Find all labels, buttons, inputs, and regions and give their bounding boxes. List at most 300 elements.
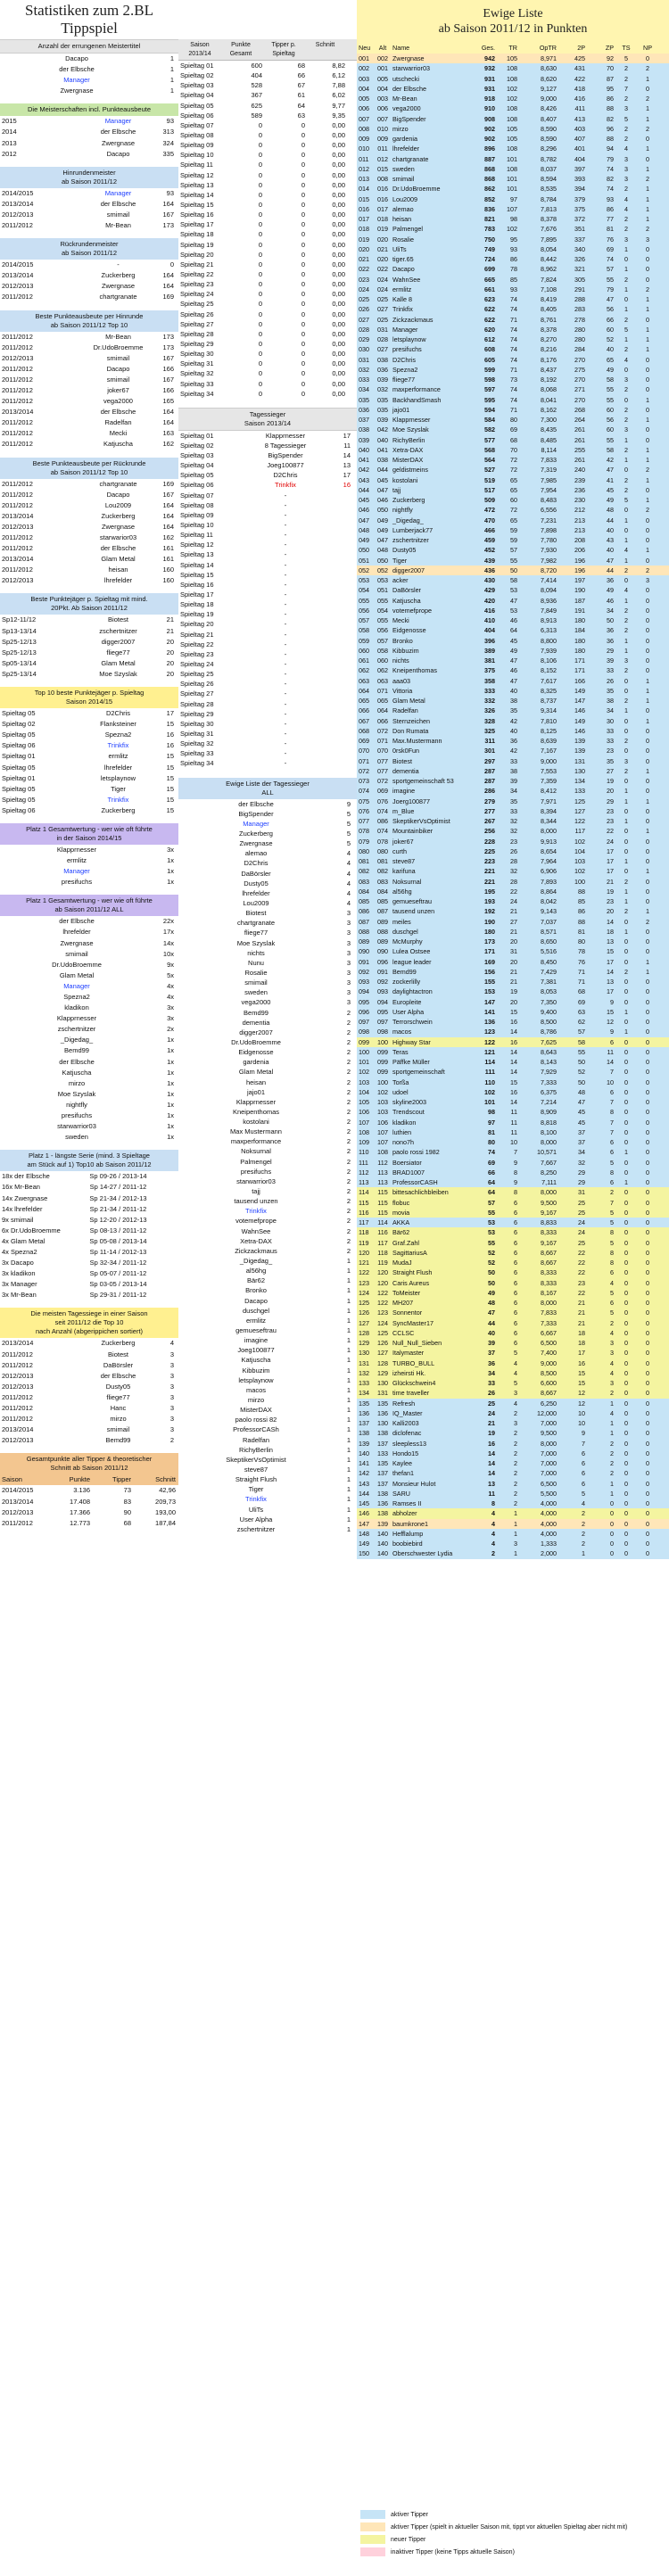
gesamt-head (0, 1474, 178, 1485)
stat-row (0, 385, 178, 396)
spieltag-row (178, 349, 357, 359)
ewige-row (357, 1508, 669, 1518)
ewige-cell: 8,167 (541, 1288, 557, 1297)
ewige-cell: 931 (484, 84, 495, 93)
spieltag-cell: 0 (258, 151, 262, 160)
spieltag-cell: 625 (251, 101, 262, 110)
ewige-cell: skyline2003 (392, 1098, 426, 1106)
stat-value: 1x (167, 1036, 174, 1044)
ewige-cell: 4 (624, 355, 628, 364)
tages-row (178, 540, 357, 549)
stat-name: Glam Metal (101, 555, 136, 564)
ewige-cell: 4 (610, 1368, 614, 1377)
tages-label: Bär62 (246, 1276, 265, 1285)
ewige-cell: 2,000 (541, 1549, 557, 1558)
ewige-cell: 69 (488, 1158, 495, 1167)
ewige-cell: 0 (646, 877, 649, 886)
ewige-cell: 082 (359, 867, 369, 876)
tages-value (332, 619, 353, 629)
ewige-cell: 192 (484, 907, 495, 916)
ewige-cell: 4 (624, 586, 628, 595)
ewige-row (357, 1097, 669, 1107)
ewige-row (357, 1388, 669, 1398)
ewige-cell: 0 (646, 1439, 649, 1448)
ewige-cell: 184 (574, 626, 585, 635)
ewige-cell: 4 (624, 204, 628, 213)
ewige-cell: 0 (624, 686, 628, 695)
ewige-cell: Torßa (392, 1077, 409, 1086)
ewige-cell: 836 (484, 204, 495, 213)
ewige-cell: 65 (510, 485, 517, 494)
tages-value (332, 510, 353, 520)
block-header (0, 39, 178, 54)
ewige-cell: 039 (359, 435, 369, 444)
stat-name: Sp 21-34 / 2012-13 (89, 1193, 147, 1202)
stat-row (0, 75, 178, 86)
ewige-cell: 8,041 (541, 395, 557, 404)
tages-row (178, 1236, 357, 1246)
ewige-cell: 0 (624, 1479, 628, 1488)
ewige-cell: 261 (574, 425, 585, 434)
stat-name: smimail (106, 375, 130, 384)
ewige-cell: 105 (359, 1098, 369, 1106)
ewige-cell: 5 (624, 496, 628, 504)
ewige-cell: 71 (578, 967, 585, 976)
tages-label: maxperformance (230, 1137, 282, 1146)
ewige-cell: 25 (578, 1198, 585, 1207)
ewige-cell: 74 (607, 164, 614, 173)
ewige-row (357, 264, 669, 274)
ewige-cell: Trinkfix (392, 305, 413, 314)
ewige-cell: 056 (377, 626, 388, 635)
ewige-cell: 003 (359, 74, 369, 83)
block-header-line: Die meisten Tagessiege in einer Saison (30, 1309, 148, 1318)
tages-label: Spieltag 10 (180, 521, 214, 530)
ewige-cell: 7,553 (541, 766, 557, 775)
ewige-cell: 1 (610, 1419, 614, 1427)
stat-row (0, 64, 178, 75)
ewige-cell: ProfessorCASH (392, 1178, 438, 1186)
gesamt-head-cell: Saison (2, 1475, 22, 1484)
ewige-row (357, 1177, 669, 1187)
ewige-row (357, 906, 669, 916)
ewige-cell: 1,333 (541, 1540, 557, 1548)
ewige-cell: 17 (578, 1349, 585, 1358)
stat-row (0, 554, 178, 565)
ewige-cell: 1 (646, 907, 649, 916)
ewige-cell: 910 (484, 104, 495, 113)
ewige-cell: 0 (646, 1389, 649, 1398)
ewige-cell: 0 (610, 1549, 614, 1558)
block-header (178, 408, 357, 431)
tages-value (332, 739, 353, 748)
ewige-cell: league leader (392, 957, 432, 966)
ewige-cell: 026 (359, 305, 369, 314)
spieltag-cell: 0,00 (332, 379, 345, 388)
ewige-cell: imagine (392, 787, 416, 796)
ewige-cell: 115 (377, 1188, 388, 1197)
ewige-cell: 187 (574, 596, 585, 605)
stat-label: 2015 (2, 117, 17, 126)
ewige-cell: 7,810 (541, 716, 557, 725)
tages-row (178, 739, 357, 748)
spieltag-cell: 0 (258, 260, 262, 268)
ewige-cell: 0 (646, 1138, 649, 1146)
tages-row (178, 1415, 357, 1424)
tages-value: 2 (346, 1097, 351, 1106)
ewige-cell: 8,450 (541, 957, 557, 966)
ewige-cell: 275 (574, 365, 585, 374)
ewige-cell: Mountainbiker (392, 827, 434, 836)
ewige-cell: 393 (574, 175, 585, 183)
spieltag-cell: 0 (258, 250, 262, 259)
ewige-cell: 1 (582, 1549, 585, 1558)
tages-label: Spieltag 07 (180, 491, 214, 500)
ewige-cell: 74 (488, 1148, 495, 1157)
ewige-cell: 090 (377, 947, 388, 956)
ewige-cell: 7,000 (541, 1449, 557, 1457)
ewige-cell: Vittoria (392, 686, 413, 695)
ewige-cell: 121 (359, 1259, 369, 1267)
ewige-cell: 132 (359, 1368, 369, 1377)
ewige-cell: 095 (377, 1007, 388, 1016)
tages-value: 1 (346, 1475, 351, 1484)
ewige-cell: 0 (624, 867, 628, 876)
tages-row (178, 1087, 357, 1097)
ewige-cell: 2 (514, 1408, 517, 1417)
ewige-cell: 018 (359, 225, 369, 234)
stat-value: 1 (169, 65, 174, 74)
ewige-cell: 0 (624, 506, 628, 515)
spieltag-cell: 0 (301, 190, 305, 199)
tages-label: ProfessorCASh (233, 1425, 279, 1434)
ewige-cell: 080 (359, 846, 369, 855)
tages-row (178, 630, 357, 640)
tages-name: - (284, 699, 287, 708)
stat-value: 4 (169, 1339, 174, 1348)
stat-row (0, 938, 178, 949)
ewige-row (357, 485, 669, 495)
ewige-cell: 8,296 (541, 144, 557, 153)
ewige-cell: Caris Aureus (392, 1278, 430, 1287)
ewige-cell: 7,000 (541, 1459, 557, 1467)
ewige-cell: 47 (510, 676, 517, 685)
tages-label: macos (245, 1385, 267, 1394)
block-header-line: Beste Punkteausbeute per Hinrunde (35, 311, 144, 320)
ewige-cell: 003 (377, 95, 388, 103)
ewige-cell: 81 (488, 1127, 495, 1136)
stat-label: Sp25-12/13 (2, 648, 37, 656)
ewige-cell: 7 (610, 1127, 614, 1136)
stat-value: 164 (162, 500, 174, 509)
ewige-cell: 2 (610, 1439, 614, 1448)
ewige-row (357, 285, 669, 294)
tages-label: digger2007 (239, 1028, 273, 1036)
tages-value (332, 500, 353, 510)
ewige-cell: 099 (377, 1047, 388, 1056)
ewige-cell: 038 (377, 456, 388, 464)
ewige-cell: 527 (484, 466, 495, 475)
ewige-row (357, 84, 669, 94)
stat-label: 2012/2013 (2, 210, 34, 219)
legend (357, 2508, 669, 2558)
ewige-cell: 036 (377, 365, 388, 374)
tages-name: - (284, 500, 287, 509)
ewige-cell: 055 (377, 596, 388, 605)
ewige-cell: 074 (377, 806, 388, 815)
ewige-cell: Oberschwester Lydia (392, 1549, 453, 1558)
tages-value (332, 491, 353, 500)
tages-label: imagine (244, 1336, 268, 1345)
stat-name: der Elbsche (100, 544, 136, 553)
tages-row (178, 938, 357, 948)
spieltag-cell: Spieltag 12 (180, 170, 214, 179)
ewige-cell: 130 (574, 766, 585, 775)
stat-value: 167 (162, 210, 174, 219)
ewige-cell: 40 (488, 1328, 495, 1337)
ewige-cell: presifuchs (392, 345, 422, 354)
spieltag-cell: 0,00 (332, 300, 345, 309)
ewige-cell: 749 (484, 244, 495, 253)
ewige-cell: mirzo (392, 124, 409, 133)
ewige-cell: 228 (484, 837, 495, 846)
ewige-cell: 23 (607, 747, 614, 755)
stat-name: Sp 11-14 / 2012-13 (89, 1247, 147, 1256)
spieltag-cell: 0 (258, 310, 262, 318)
stat-row (0, 751, 178, 762)
tages-value (332, 709, 353, 719)
left-column (0, 0, 178, 1536)
ewige-cell: 089 (377, 917, 388, 926)
spieltag-cell: 0,00 (332, 260, 345, 268)
ewige-cell: gardenia (392, 135, 417, 143)
ewige-cell: 125 (377, 1328, 388, 1337)
ewige-row (357, 1137, 669, 1147)
ewige-cell: 34 (510, 787, 517, 796)
tages-row (178, 510, 357, 520)
ewige-cell: 7,939 (541, 646, 557, 655)
ewige-cell: 1 (624, 887, 628, 896)
ewige-cell: 4,000 (541, 1499, 557, 1507)
ewige-cell: curth (392, 846, 407, 855)
ewige-row (357, 1187, 669, 1197)
ewige-cell: 72 (510, 456, 517, 464)
ewige-cell: 59 (510, 525, 517, 534)
ewige-cell: 0 (624, 997, 628, 1006)
tages-row (178, 1256, 357, 1266)
ewige-cell: 0 (646, 606, 649, 615)
ewige-cell: 0 (624, 395, 628, 404)
ewige-cell: 141 (484, 1007, 495, 1016)
ewige-cell: 74 (607, 255, 614, 263)
ewige-cell: 006 (359, 104, 369, 113)
ewige-cell: 133 (574, 787, 585, 796)
stat-row (0, 511, 178, 522)
tages-row (178, 441, 357, 450)
ewige-cell: Hondo15 (392, 1449, 419, 1457)
ewige-cell: 19 (488, 1429, 495, 1438)
tages-row (178, 1445, 357, 1455)
ewige-cell: 37 (578, 1138, 585, 1146)
ewige-row (357, 224, 669, 234)
ewige-cell: 73 (510, 376, 517, 384)
stat-value: 1 (169, 76, 174, 85)
stat-label: 2013/2014 (2, 271, 34, 280)
stat-row (0, 1382, 178, 1392)
ewige-cell: 120 (359, 1248, 369, 1257)
ewige-cell: der Elbsche (392, 84, 426, 93)
stat-row (0, 260, 178, 270)
ewige-cell: 270 (574, 355, 585, 364)
ewige-row (357, 254, 669, 264)
spieltag-cell: 0 (258, 300, 262, 309)
spieltag-cell: Spieltag 28 (180, 329, 214, 338)
middle-column (178, 0, 357, 1534)
ewige-cell: 375 (574, 204, 585, 213)
ewige-cell: 821 (484, 215, 495, 223)
ewige-cell: 50 (488, 1278, 495, 1287)
legend-swatch (360, 2547, 385, 2556)
spieltag-cell: Spieltag 25 (180, 300, 214, 309)
ewige-cell: 0 (646, 1248, 649, 1257)
ewige-cell: 0 (624, 1328, 628, 1337)
ewige-row (357, 275, 669, 285)
tages-value: 2 (346, 1246, 351, 1255)
stat-value: 1 (169, 54, 174, 62)
ewige-cell: 1 (624, 536, 628, 544)
ewige-cell: 113 (377, 1168, 388, 1177)
ewige-cell: 14 (607, 917, 614, 926)
ewige-cell: 073 (359, 777, 369, 785)
ewige-cell: 055 (377, 616, 388, 624)
stat-value: 22x (162, 917, 174, 926)
ewige-cell: 21 (578, 1318, 585, 1327)
ewige-cell: 0 (646, 405, 649, 414)
ewige-row (357, 134, 669, 144)
spieltag-cell: 0,00 (332, 230, 345, 239)
ewige-cell: Refresh (392, 1399, 416, 1408)
stat-value: 1x (167, 1122, 174, 1131)
ewige-cell: 595 (484, 395, 495, 404)
ewige-cell: 0 (646, 1077, 649, 1086)
ewige-cell: 021 (359, 255, 369, 263)
ewige-cell: 8,333 (541, 1278, 557, 1287)
ewige-row (357, 516, 669, 525)
spieltag-cell: 6,02 (332, 91, 345, 100)
ewige-cell: 321 (574, 265, 585, 274)
ewige-cell: 39 (607, 656, 614, 665)
ewige-cell: 124 (377, 1318, 388, 1327)
ewige-cell: 120 (377, 1268, 388, 1277)
ewige-cell: 47 (510, 656, 517, 665)
ewige-cell: 057 (377, 636, 388, 645)
gesamt-row (0, 1497, 178, 1507)
tages-value: 2 (346, 1008, 351, 1017)
stat-value: 173 (162, 343, 174, 351)
ewige-cell: 066 (377, 716, 388, 725)
ewige-cell: 24 (607, 837, 614, 846)
tages-row (178, 848, 357, 858)
ewige-cell: 0 (646, 1037, 649, 1046)
ewige-cell: nightfly (392, 506, 413, 515)
ewige-cell: 60 (510, 496, 517, 504)
ewige-cell: 30 (607, 716, 614, 725)
ewige-cell: 171 (574, 666, 585, 675)
ewige-cell: 142 (359, 1469, 369, 1478)
stat-label: 2011/2012 (2, 364, 33, 373)
ewige-cell: Klapprnesser (392, 416, 431, 424)
stat-row (0, 1215, 178, 1226)
ewige-cell: Highway Star (392, 1037, 431, 1046)
tages-label: Spieltag 17 (180, 590, 214, 599)
ewige-cell: 1 (646, 325, 649, 334)
ewige-cell: 196 (574, 556, 585, 565)
block-header-line: Tagessieger (249, 409, 286, 418)
ewige-cell: 1 (646, 104, 649, 113)
ewige-cell: 0 (624, 1339, 628, 1347)
ewige-cell: 0 (646, 1419, 649, 1427)
tages-value: 2 (346, 1087, 351, 1096)
ewige-cell: 086 (377, 817, 388, 825)
ewige-row (357, 174, 669, 184)
tages-row (178, 1316, 357, 1325)
tages-value: 2 (346, 1147, 351, 1156)
legend-label: aktiver Tipper (391, 2511, 429, 2518)
ewige-row (357, 806, 669, 816)
stat-row (0, 407, 178, 417)
spieltag-cell: 0 (258, 290, 262, 299)
ewige-cell: 8,594 (541, 175, 557, 183)
ewige-cell: 46 (607, 596, 614, 605)
tages-row (178, 1355, 357, 1365)
ewige-cell: 58 (607, 445, 614, 454)
ewige-row (357, 154, 669, 164)
tages-row (178, 1057, 357, 1067)
spieltag-cell: 0 (258, 240, 262, 249)
ewige-cell: 13 (607, 937, 614, 945)
ewige-cell: meiles (392, 917, 411, 926)
ewige-cell: 280 (574, 325, 585, 334)
tages-name: - (284, 660, 287, 669)
ewige-cell: 410 (484, 616, 495, 624)
stat-value: 3 (169, 1415, 174, 1424)
ewige-cell: Ramses II (392, 1499, 422, 1507)
ewige-row (357, 114, 669, 124)
ewige-cell: 027 (377, 305, 388, 314)
ewige-cell: 82 (607, 175, 614, 183)
stat-row (0, 533, 178, 543)
stat-label: Bemd99 (64, 1046, 89, 1055)
tages-row (178, 898, 357, 908)
ewige-cell: 046 (377, 496, 388, 504)
ewige-cell: 055 (359, 596, 369, 605)
ewige-cell: 098 (359, 1028, 369, 1036)
ewige-cell: 8,000 (541, 1299, 557, 1307)
ewige-cell: 6,906 (541, 867, 557, 876)
stat-value: 2x (167, 1025, 174, 1034)
ewige-cell: 0 (646, 846, 649, 855)
stat-label: Spieltag 06 (2, 805, 36, 814)
ewige-cell: 1 (646, 215, 649, 223)
stat-name: ermlitz (108, 752, 128, 761)
ewige-row (357, 1067, 669, 1077)
ewige-cell: 3 (610, 1379, 614, 1387)
ewige-cell: 1 (646, 114, 649, 123)
ewige-cell: 2 (624, 907, 628, 916)
stat-label: 2011/2012 (2, 332, 33, 341)
stat-name: digger2007 (101, 637, 136, 646)
ewige-cell: WahnSee (392, 275, 421, 284)
